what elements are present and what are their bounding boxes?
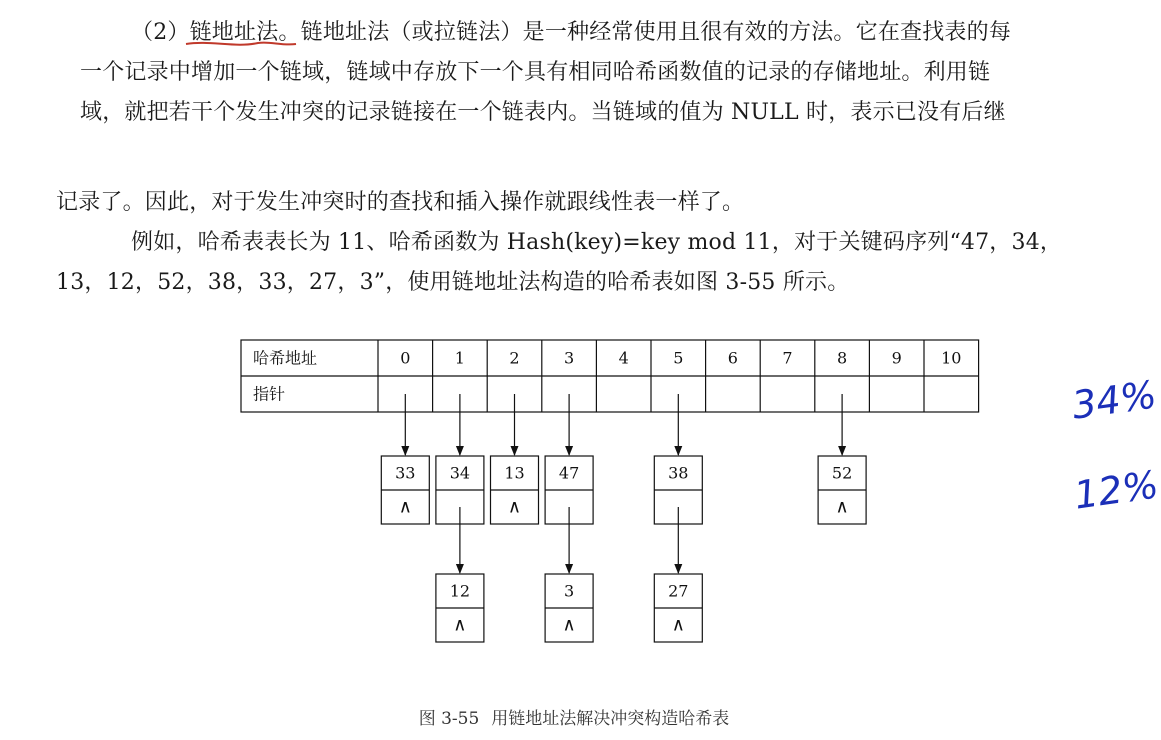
node-value: 47 bbox=[558, 463, 580, 483]
address-4: 4 bbox=[618, 348, 629, 368]
chain-3 bbox=[545, 394, 593, 642]
row-label-pointer: 指针 bbox=[253, 384, 286, 404]
paragraph-line-3: 域，就把若干个发生冲突的记录链接在一个链表内。当链域的值为 NULL 时，表示已没有后继 bbox=[80, 100, 1006, 125]
node-33 bbox=[381, 456, 429, 524]
chain-5 bbox=[654, 394, 702, 642]
node-value: 38 bbox=[668, 463, 689, 483]
item-number: （2） bbox=[131, 20, 190, 45]
address-1: 1 bbox=[454, 348, 465, 368]
figure-title: 用链地址法解决冲突构造哈希表 bbox=[491, 709, 730, 729]
node-13 bbox=[491, 456, 539, 524]
handwritten-note-1: 34% bbox=[1069, 372, 1160, 428]
node-12 bbox=[436, 574, 484, 642]
address-2: 2 bbox=[509, 348, 520, 368]
null-symbol: ∧ bbox=[671, 614, 685, 636]
address-6: 6 bbox=[727, 348, 738, 368]
node-value: 13 bbox=[504, 463, 525, 483]
node-3 bbox=[545, 574, 593, 642]
address-0: 0 bbox=[400, 348, 411, 368]
node-value: 3 bbox=[564, 581, 575, 601]
address-5: 5 bbox=[673, 348, 684, 368]
hash-table bbox=[241, 340, 979, 412]
node-value: 27 bbox=[668, 581, 689, 601]
term-chain-address: 链地址法 bbox=[189, 20, 279, 45]
null-symbol: ∧ bbox=[398, 496, 412, 518]
node-38 bbox=[654, 456, 702, 573]
null-symbol: ∧ bbox=[453, 614, 467, 636]
node-value: 52 bbox=[831, 463, 853, 483]
address-9: 9 bbox=[891, 348, 902, 368]
chain-2 bbox=[491, 394, 539, 524]
node-value: 33 bbox=[395, 463, 416, 483]
paragraph-line-4: 记录了。因此，对于发生冲突时的查找和插入操作就跟线性表一样了。 bbox=[56, 190, 745, 215]
chain-0 bbox=[381, 394, 429, 524]
address-3: 3 bbox=[564, 348, 575, 368]
address-7: 7 bbox=[782, 348, 793, 368]
null-symbol: ∧ bbox=[562, 614, 576, 636]
node-value: 34 bbox=[449, 463, 471, 483]
node-47 bbox=[545, 456, 593, 573]
null-symbol: ∧ bbox=[507, 496, 522, 518]
chain-lists bbox=[381, 394, 866, 642]
handwritten-note-2: 12% bbox=[1071, 462, 1161, 518]
null-symbol: ∧ bbox=[835, 496, 849, 518]
line-1-rest: 。链地址法（或拉链法）是一种经常使用且很有效的方法。它在查找表的每 bbox=[278, 20, 1012, 45]
paragraph-line-5: 例如，哈希表表长为 11、哈希函数为 Hash(key)=key mod 11，对于关键码序列“47，34， bbox=[131, 230, 1063, 255]
address-8: 8 bbox=[837, 348, 848, 368]
chain-8 bbox=[818, 394, 866, 524]
row-label-hash-address: 哈希地址 bbox=[253, 348, 318, 368]
paragraph-line-6: 13，12，52，38，33，27，3”，使用链地址法构造的哈希表如图 3-55 所示。 bbox=[56, 270, 850, 295]
handwritten-underline bbox=[186, 43, 296, 45]
chain-1 bbox=[436, 394, 484, 642]
figure-caption bbox=[0, 704, 1148, 729]
figure-number: 图 3-55 bbox=[418, 709, 480, 729]
node-34 bbox=[436, 456, 484, 573]
paragraph-line-2: 一个记录中增加一个链域，链域中存放下一个具有相同哈希函数值的记录的存储地址。利用链 bbox=[80, 60, 991, 85]
node-27 bbox=[654, 574, 702, 642]
node-value: 12 bbox=[449, 581, 471, 601]
address-10: 10 bbox=[941, 348, 962, 368]
node-52 bbox=[818, 456, 866, 524]
